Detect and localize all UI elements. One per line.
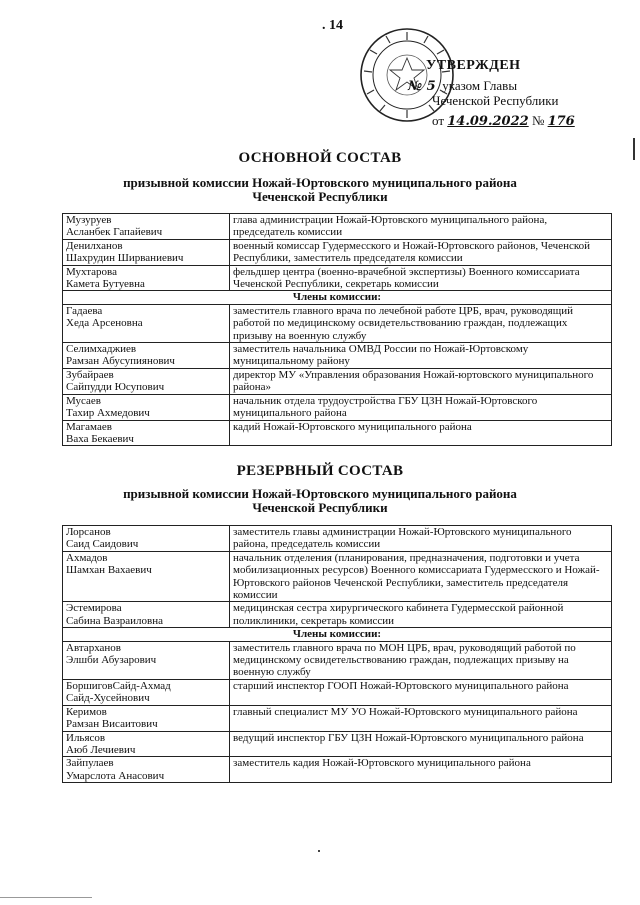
person-name: Мусаев Тахир Ахмедович (63, 394, 230, 420)
person-name: Селимхаджиев Рамзан Абусупиянович (63, 343, 230, 369)
scan-speck (318, 850, 320, 852)
main-composition-subtitle-2: Чеченской Республики (252, 189, 388, 204)
person-name: Лорсанов Саид Саидович (63, 526, 230, 552)
members-header: Члены комиссии: (63, 628, 612, 641)
reserve-composition-title: РЕЗЕРВНЫЙ СОСТАВ (236, 463, 404, 479)
members-header: Члены комиссии: (63, 291, 612, 304)
person-name: Магамаев Ваха Бекаевич (63, 420, 230, 446)
handwritten-number: № 5 (408, 79, 436, 94)
table-row (63, 526, 612, 552)
table-row (63, 239, 612, 265)
handwritten-decree-number: 176 (547, 114, 575, 129)
person-position: глава администрации Ножай-Юртовского муниципального района, председатель комиссии (230, 214, 612, 240)
person-position: кадий Ножай-Юртовского муниципального района (230, 420, 612, 446)
person-position: заместитель начальника ОМВД России по Ножай-Юртовскому муниципальному району (230, 343, 612, 369)
table-row (63, 343, 612, 369)
person-name: Ахмадов Шамхан Вахаевич (63, 551, 230, 602)
person-name: Денилханов Шахрудин Ширваниевич (63, 239, 230, 265)
table-row (63, 757, 612, 783)
handwritten-date: 14.09.2022 (447, 114, 529, 129)
table-row (63, 551, 612, 602)
person-position: главный специалист МУ УО Ножай-Юртовского муниципального района (230, 705, 612, 731)
person-name: Мухтарова Камета Бутуевна (63, 265, 230, 291)
person-name: Автарханов Элшби Абузарович (63, 641, 230, 679)
person-position: старший инспектор ГООП Ножай-Юртовского муниципального района (230, 679, 612, 705)
official-seal-stamp (358, 26, 456, 124)
person-name: Зайпулаев Умарслота Анасович (63, 757, 230, 783)
table-row (63, 731, 612, 757)
person-name: Гадаева Хеда Арсеновна (63, 304, 230, 342)
person-name: Керимов Рамзан Висаитович (63, 705, 230, 731)
person-position: директор МУ «Управления образования Ножай-юртовского муниципального района» (230, 368, 612, 394)
reserve-composition-table (62, 525, 612, 783)
person-position: военный комиссар Гудермесского и Ножай-Юртовского районов, Чеченской Республики, заместитель председателя комиссии (230, 239, 612, 265)
table-row (63, 420, 612, 446)
person-position: медицинская сестра хирургического кабинета Гудермесской районной поликлиники, секретарь комиссии (230, 602, 612, 628)
person-position: ведущий инспектор ГБУ ЦЗН Ножай-Юртовского муниципального района (230, 731, 612, 757)
person-name: Ильясов Аюб Лечиевич (63, 731, 230, 757)
person-name: БоршиговСайд-Ахмад Сайд-Хусейнович (63, 679, 230, 705)
person-position: фельдшер центра (военно-врачебной экспертизы) Военного комиссариата Чеченской Республики, секретарь комиссии (230, 265, 612, 291)
person-name: Зубайраев Сайпудди Юсупович (63, 368, 230, 394)
table-row (63, 602, 612, 628)
person-position: начальник отдела трудоустройства ГБУ ЦЗН Ножай-Юртовского муниципального района (230, 394, 612, 420)
person-position: начальник отделения (планирования, предназначения, подготовки и учета мобилизационных ресурсов) Военного комиссариата Гудермесского и Ножай-Юртовского районов Чеченской Республики, заместитель председателя комиссии (230, 551, 612, 602)
page-number: . 14 (322, 18, 343, 33)
reserve-composition-subtitle-2: Чеченской Республики (252, 500, 388, 515)
table-row (63, 368, 612, 394)
reserve-composition-subtitle-1: призывной комиссии Ножай-Юртовского муниципального района (123, 486, 517, 501)
approval-date-line (432, 113, 575, 129)
table-row (63, 394, 612, 420)
table-row (63, 214, 612, 240)
table-row (63, 679, 612, 705)
decree-text: указом Главы (442, 78, 518, 93)
person-position: заместитель главного врача по лечебной работе ЦРБ, врач, руководящий работой по медицинскому освидетельствованию граждан, подлежащих призыву на военную службу (230, 304, 612, 342)
scan-edge-line (0, 897, 92, 898)
date-prefix: от (432, 113, 445, 128)
person-position: заместитель кадия Ножай-Юртовского муниципального района (230, 757, 612, 783)
approval-authority: Чеченской Республики (432, 93, 559, 108)
person-name: Эстемирова Сабина Вазраиловна (63, 602, 230, 628)
person-name: Музуруев Асланбек Гапайевич (63, 214, 230, 240)
table-row (63, 265, 612, 291)
members-header-row (63, 628, 612, 641)
number-prefix: № (531, 113, 545, 128)
main-composition-title: ОСНОВНОЙ СОСТАВ (238, 150, 402, 166)
person-position: заместитель главного врача по МОН ЦРБ, врач, руководящий работой по медицинскому освидетельствованию граждан, подлежащих призыву на военную службу (230, 641, 612, 679)
person-position: заместитель главы администрации Ножай-Юртовского муниципального района, председатель комиссии (230, 526, 612, 552)
table-row (63, 304, 612, 342)
approval-decree-line (408, 78, 517, 94)
table-row (63, 641, 612, 679)
main-composition-subtitle-1: призывной комиссии Ножай-Юртовского муниципального района (123, 175, 517, 190)
members-header-row (63, 291, 612, 304)
table-row (63, 705, 612, 731)
approved-heading: УТВЕРЖДЕН (426, 58, 521, 73)
main-composition-table (62, 213, 612, 446)
